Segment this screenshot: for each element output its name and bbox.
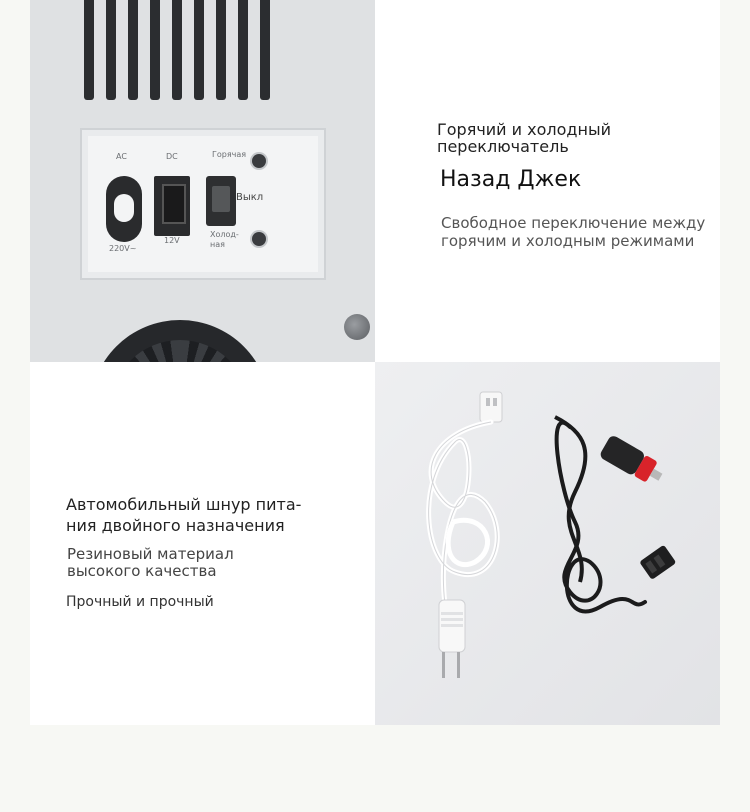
hot-indicator-icon [252,154,266,168]
vent-slot [238,0,248,100]
vent-slot [84,0,94,100]
dc-socket-icon [154,176,190,236]
cord-heading [66,494,356,536]
switch-heading-line-2: переключатель [437,137,569,156]
vent-slot [106,0,116,100]
off-label: Выкл [236,192,264,203]
cord-body [67,546,327,580]
vent-slot [128,0,138,100]
vent-slot [172,0,182,100]
cold-indicator-icon [252,232,266,246]
fridge-back-panel-photo [30,0,375,362]
fan-grille-icon [90,320,270,362]
screw-icon [344,314,370,340]
vent-slot [194,0,204,100]
cold-label-2: ная [210,240,225,249]
switch-body-line-1: Свободное переключение между [441,214,706,232]
vent-slot [260,0,270,100]
vent-slot [150,0,160,100]
power-cords-photo [375,362,720,725]
cord-heading-line-2: ния двойного назначения [66,516,285,535]
cord-body-line-1: Резиновый материал [67,545,234,563]
voltage-dc-label: 12V [164,236,180,245]
ac-socket-icon [106,176,142,242]
ac-label: AC [116,152,127,161]
hot-label: Горячая [212,150,247,159]
cold-label-1: Холод- [210,230,239,239]
cord-heading-line-1: Автомобильный шнур пита- [66,495,302,514]
cord-durability-text: Прочный и прочный [66,594,214,610]
switch-info-panel [375,0,720,362]
vent-slot [216,0,226,100]
cords-illustration [375,362,720,725]
dc-label: DC [166,152,178,161]
cord-info-panel [30,362,375,725]
hot-cold-switch [206,176,236,226]
switch-heading-line-1: Горячий и холодный [437,120,611,139]
socket-plate [80,128,326,280]
voltage-ac-label: 220V~ [109,244,137,253]
switch-body-line-2: горячим и холодным режимами [441,232,695,250]
switch-title: Назад Джек [440,167,582,192]
cord-body-line-2: высокого качества [67,562,217,580]
